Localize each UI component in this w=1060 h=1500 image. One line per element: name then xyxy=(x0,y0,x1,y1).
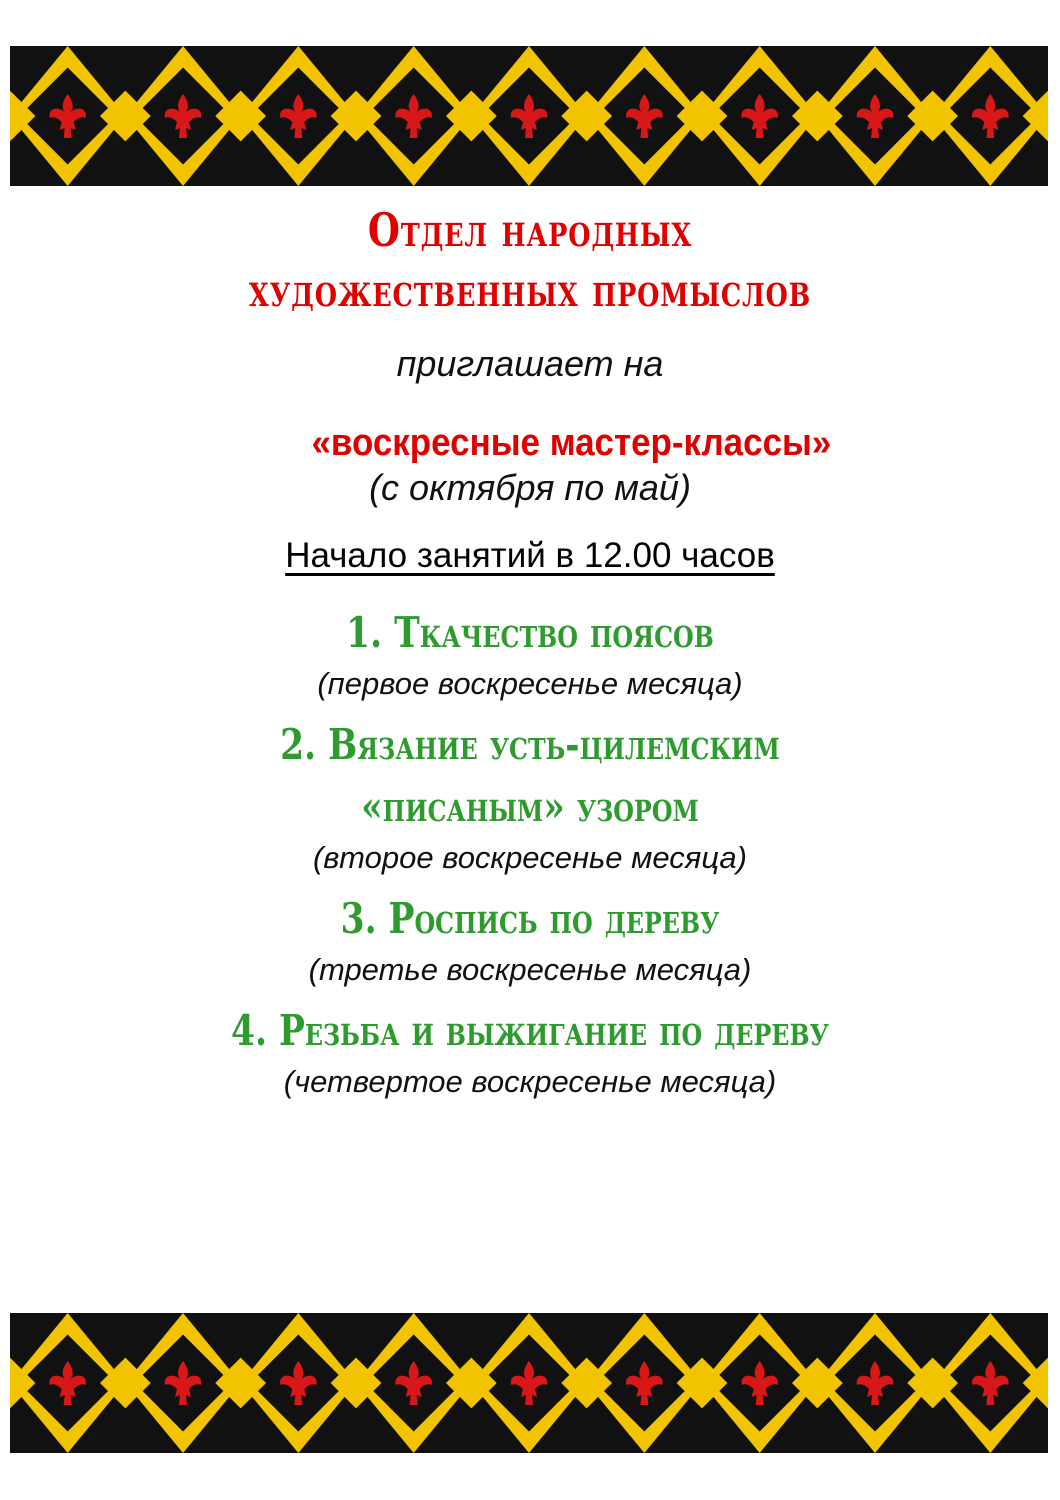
list-item xyxy=(0,1000,1060,1102)
class-schedule: (первое воскресенье месяца) xyxy=(317,666,743,701)
class-name: «писаным» узором xyxy=(361,782,699,831)
class-name: 4. Резьба и выжигание по дереву xyxy=(231,1006,829,1055)
list-item xyxy=(0,602,1060,704)
class-schedule: (четвертое воскресенье месяца) xyxy=(283,1064,777,1099)
class-name: 2. Вязание усть-цилемским xyxy=(280,720,780,769)
class-name: 1. Ткачество поясов xyxy=(346,608,714,657)
list-item xyxy=(0,888,1060,990)
list-item xyxy=(0,714,1060,878)
class-list xyxy=(0,602,1060,1102)
start-time: Начало занятий в 12.00 часов xyxy=(285,536,775,575)
event-name: «воскресные мастер-классы» xyxy=(311,422,832,464)
bottom-ornament-border xyxy=(10,1313,1048,1453)
ornament-pattern xyxy=(10,46,1048,186)
top-ornament-border xyxy=(10,46,1048,186)
invite-text: приглашает на xyxy=(396,343,664,384)
class-name: 3. Роспись по дереву xyxy=(340,894,720,943)
poster-title xyxy=(106,200,954,320)
title-line: художественных промыслов xyxy=(248,263,812,317)
ornament-pattern xyxy=(10,1313,1048,1453)
poster-content xyxy=(0,200,1060,1112)
class-schedule: (третье воскресенье месяца) xyxy=(308,952,752,987)
event-period: (с октября по май) xyxy=(369,467,691,508)
title-line: Отдел народных xyxy=(367,203,693,257)
class-schedule: (второе воскресенье месяца) xyxy=(312,840,747,875)
